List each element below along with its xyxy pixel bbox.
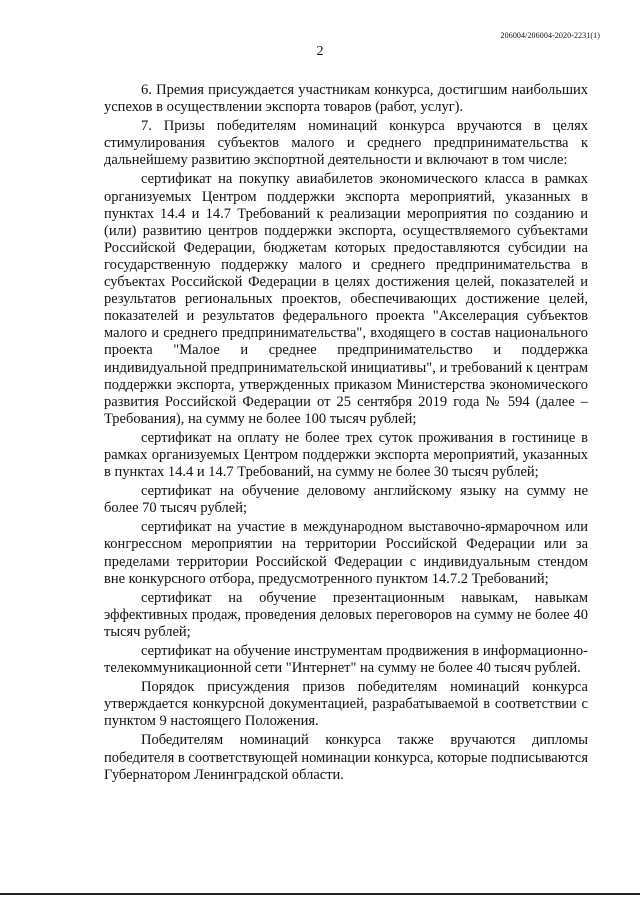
- paragraph-diplomas: Победителям номинаций конкурса также вручаются дипломы победителя в соответствующей номинации конкурса, которые подписываются Губернатором Ленинградской области.: [104, 732, 588, 783]
- paragraph-certificate-internet: сертификат на обучение инструментам продвижения в информационно-телекоммуникационной сети "Интернет" на сумму не более 40 тысяч рублей.: [104, 643, 588, 677]
- paragraph-certificate-english: сертификат на обучение деловому английскому языку на сумму не более 70 тысяч рублей;: [104, 483, 588, 517]
- document-id: 206004/206004-2020-2231(1): [500, 31, 600, 40]
- paragraph-certificate-hotel: сертификат на оплату не более трех суток проживания в гостинице в рамках организуемых Центром поддержки экспорта мероприятий, указанных в пунктах 14.4 и 14.7 Требований, на сумму не более 30 тысяч рублей;: [104, 429, 588, 481]
- page-number: 2: [316, 44, 324, 59]
- document-body: [104, 82, 588, 786]
- bottom-border-line: [0, 893, 640, 895]
- paragraph-certificate-airfare: сертификат на покупку авиабилетов экономического класса в рамках организуемых Центром поддержки экспорта мероприятий, указанных в пунктах 14.4 и 14.7 Требований к реализации мероприятия по созданию и (или) развитию центров поддержки экспорта, осуществляемого субъектами Российской Федерации, бюджетам которых предоставляются субсидии на государственную поддержку малого и среднего предпринимательства в субъектах Российской Федерации в целях достижения целей, показателей и результатов региональных проектов, обеспечивающих достижение целей, показателей и результатов федерального проекта "Акселерация субъектов малого и среднего предпринимательства", входящего в состав национального проекта "Малое и среднее предпринимательство и поддержка индивидуальной предпринимательской инициативы", и требований к центрам поддержки экспорта, утвержденных приказом Министерства экономического развития Российской Федерации от 25 сентября 2019 года № 594 (далее – Требования), на сумму не более 100 тысяч рублей;: [104, 171, 588, 427]
- paragraph-prize-procedure: Порядок присуждения призов победителям номинаций конкурса утверждается конкурсной документацией, разрабатываемой в соответствии с пунктом 9 настоящего Положения.: [104, 679, 588, 730]
- paragraph-certificate-exhibition: сертификат на участие в международном выставочно-ярмарочном или конгрессном мероприятии на территории Российской Федерации или за пределами территории Российской Федерации с индивидуальным стендом вне конкурсного отбора, предусмотренного пунктом 14.7.2 Требований;: [104, 519, 588, 587]
- paragraph-7-prizes: 7. Призы победителям номинаций конкурса вручаются в целях стимулирования субъектов малого и среднего предпринимательства к дальнейшему развитию экспортной деятельности и включают в том числе:: [104, 118, 588, 169]
- paragraph-certificate-presentation: сертификат на обучение презентационным навыкам, навыкам эффективных продаж, проведения деловых переговоров на сумму не более 40 тысяч рублей;: [104, 589, 588, 640]
- paragraph-6-premium: 6. Премия присуждается участникам конкурса, достигшим наибольших успехов в осуществлении экспорта товаров (работ, услуг).: [104, 82, 588, 116]
